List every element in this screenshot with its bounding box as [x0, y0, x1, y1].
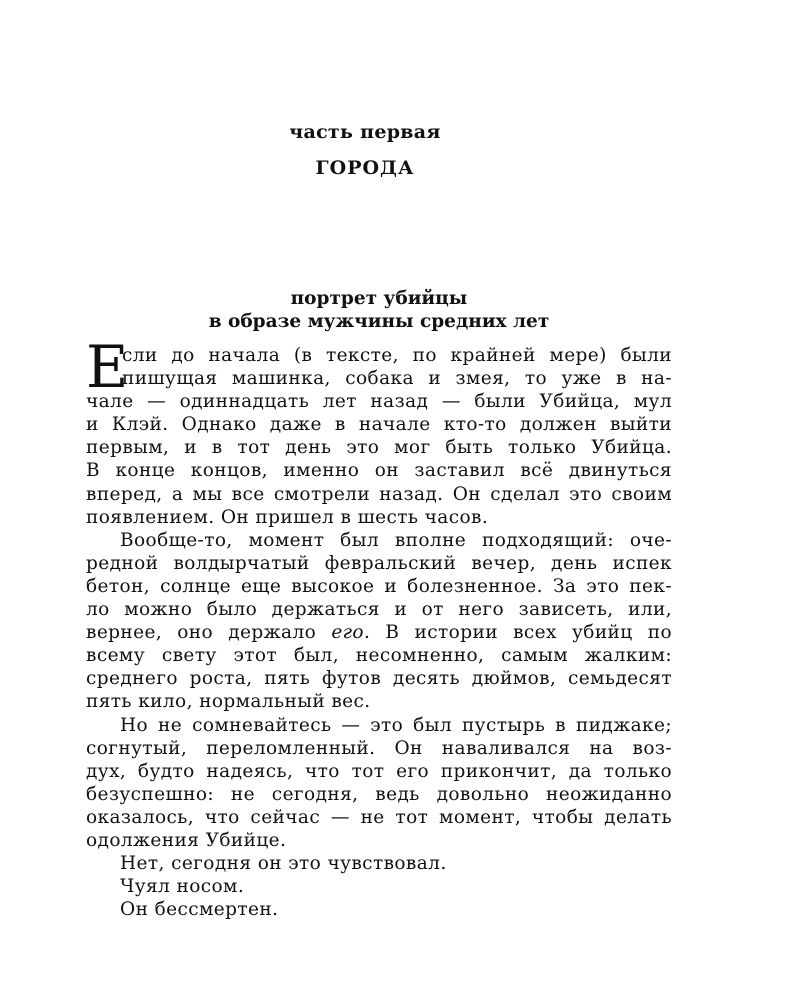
text-fragment: . В истории всех убийц по	[363, 622, 672, 644]
text-line: Чуял носом.	[120, 876, 245, 898]
part-label: часть первая	[289, 121, 441, 143]
text-line: всему свету этот был, несомненно, самым жалким:	[86, 645, 672, 667]
text-line: Но не сомневайтесь — это был пустырь в пиджаке;	[120, 714, 672, 736]
text-line: среднего роста, пять футов десять дюймов, семьдесят	[86, 668, 672, 690]
drop-cap: Е	[86, 333, 129, 401]
text-line: Нет, сегодня он это чувствовал.	[120, 853, 447, 875]
text-line: сли до начала (в тексте, по крайней мере) были	[122, 345, 672, 366]
text-line: В конце концов, именно он заставил всё двинуться	[86, 460, 672, 482]
text-fragment: вернее, оно держало	[86, 622, 317, 644]
text-line: ло можно было держаться и от него зависеть, или,	[86, 599, 672, 621]
text-line: согнутый, переломленный. Он наваливался на воз-	[86, 737, 672, 759]
part-title: ГОРОДА	[315, 157, 415, 179]
text-line: пишущая машинка, собака и змея, то уже в на-	[122, 368, 672, 390]
text-line: безуспешно: не сегодня, ведь довольно неожиданно	[86, 783, 672, 805]
text-line: и Клэй. Однако даже в начале кто-то должен выйти	[86, 414, 672, 436]
text-line: дух, будто надеясь, что тот его прикончит, да только	[86, 760, 672, 782]
text-line: оказалось, что сейчас — не тот момент, чтобы делать	[86, 806, 672, 828]
chapter-body	[86, 333, 672, 921]
italic-word: его	[331, 622, 364, 644]
text-line: вперед, а мы все смотрели назад. Он сделал это своим	[86, 483, 672, 505]
text-line: Вообще-то, момент был вполне подходящий: оче-	[120, 529, 672, 551]
text-line: редной волдырчатый февральский вечер, день испек	[86, 552, 672, 574]
text-line: появлением. Он пришел в шесть часов.	[86, 506, 489, 528]
text-line: чале — одиннадцать лет назад — были Убийца, мул	[86, 391, 672, 413]
chapter-title-line-1: портрет убийцы	[290, 288, 468, 309]
text-line-mixed	[86, 621, 672, 644]
text-line: бетон, солнце еще высокое и болезненное. За это пек-	[86, 575, 672, 597]
text-line: одолжения Убийце.	[86, 829, 287, 851]
text-line: Он бессмертен.	[120, 899, 279, 921]
text-line: первым, и в тот день это мог быть только Убийца.	[86, 437, 672, 459]
chapter-title-line-2: в образе мужчины средних лет	[208, 311, 550, 332]
text-line: пять кило, нормальный вес.	[86, 691, 371, 713]
